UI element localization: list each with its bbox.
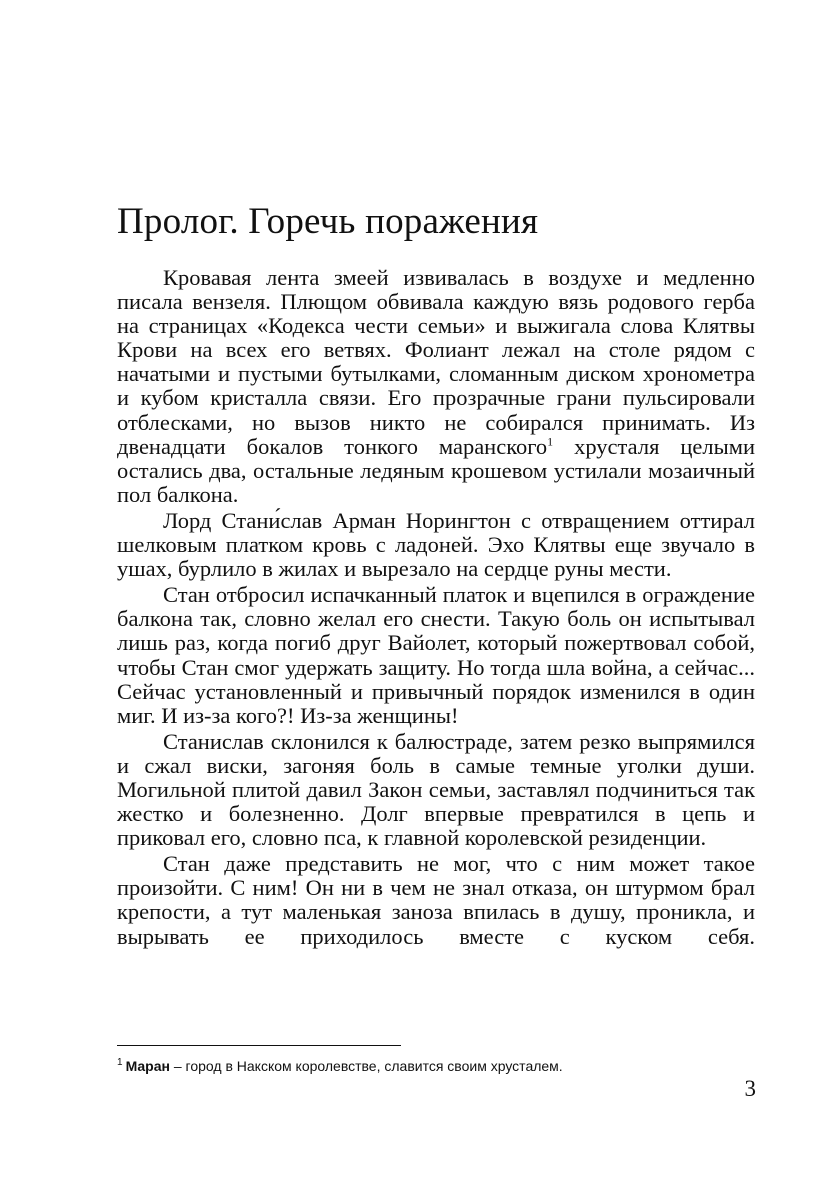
footnote-reference[interactable]: 1 bbox=[547, 434, 554, 449]
paragraph-5: Стан даже представить не мог, что с ним может такое произойти. С ним! Он ни в чем не знал отказа, он штурмом брал крепости, а тут маленькая заноза впилась в душу, проникла, и вырывать ее приходилось вместе с куском себя. bbox=[117, 851, 755, 949]
paragraph-1-text: Кровавая лента змеей извивалась в воздухе и медленно писала вензеля. Плющом обвивала каждую вязь родового герба на страницах «Кодекса чести семьи» и выжигала слова Клятвы Крови на всех его ветвях. Фолиант лежал на столе рядом с начатыми и пустыми бутылками, сломанным диском хронометра и кубом кристалла связи. Его прозрачные грани пульсировали отблесками, но вызов никто не собирался принимать. Из двенадцати бокалов тонкого маранского bbox=[117, 265, 755, 459]
body-text bbox=[117, 266, 755, 951]
footnote-term: Маран bbox=[125, 1058, 170, 1074]
paragraph-1-text-cont: хрусталя целыми остались два, остальные ледяным крошевом устилали мозаичный пол балкона. bbox=[117, 433, 755, 507]
footnote-mark: 1 bbox=[117, 1057, 123, 1069]
page-number: 3 bbox=[744, 1076, 756, 1101]
paragraph-4: Станислав склонился к балюстраде, затем резко выпрямился и сжал виски, загоняя боль в самые темные уголки души. Могильной плитой давил Закон семьи, заставлял подчиниться так жестко и болезненно. Долг впервые превратился в цепь и приковал его, словно пса, к главной королевской резиденции. bbox=[117, 728, 755, 851]
footnote-text: – город в Накском королевстве, славится своим хрусталем. bbox=[169, 1058, 563, 1074]
paragraph-3: Стан отбросил испачканный платок и вцепился в ограждение балкона так, словно желал его снести. Такую боль он испытывал лишь раз, когда погиб друг Вайолет, который пожертвовал собой, чтобы Стан смог удержать защиту. Но тогда шла война, а сейчас... Сейчас установленный и привычный порядок изменился в один миг. И из-за кого?! Из-за женщины! bbox=[117, 582, 755, 728]
footnote bbox=[117, 1057, 563, 1075]
paragraph-1 bbox=[117, 266, 755, 507]
paragraph-2: Лорд Стани́слав Арман Норингтон с отвращением оттирал шелковым платком кровь с ладоней. Эхо Клятвы еще звучало в ушах, бурлило в жилах и вырезало на сердце руны мести. bbox=[117, 507, 755, 582]
footnote-divider bbox=[117, 1045, 401, 1046]
chapter-title: Пролог. Горечь поражения bbox=[117, 201, 539, 242]
